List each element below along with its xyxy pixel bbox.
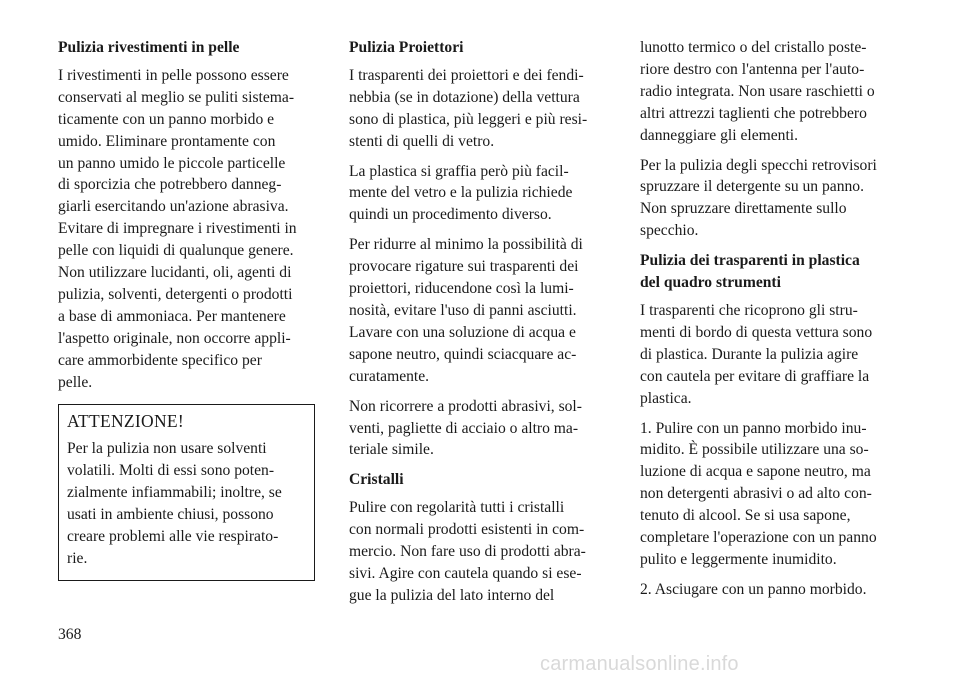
paragraph-headlights-3: Per ridurre al minimo la possibilità di provocare rigature sui trasparenti dei proiettori, riducendone così la lumi- nosità, evitare l'uso di panni asciutti. Lavare con una soluzione di acqua e sapone neutro, quindi sciacquare ac- curatamente. bbox=[349, 236, 583, 385]
paragraph-headlights-1: I trasparenti dei proiettori e dei fendi- nebbia (se in dotazione) della vettura sono di plastica, più leggeri e più resi- stenti di quelli di vetro. bbox=[349, 66, 588, 150]
section-heading-instrument-panel: Pulizia dei trasparenti in plastica del quadro strumenti bbox=[640, 252, 860, 292]
paragraph-leather-cleaning: I rivestimenti in pelle possono essere conservati al meglio se puliti sistema- ticamente con un panno morbido e umido. Eliminare prontamente con un panno umido le piccole particelle di sporcizia che potrebbero danneg- giarli esercitando un'azione abrasiva. Evitare di impregnare i rivestimenti in pelle con liquidi di qualunque genere. Non utilizzare lucidanti, oli, agenti di pulizia, solventi, detergenti o prodotti a base di ammoniaca. Per mantenere l'aspetto originale, non occorre appli- care ammorbidente specifico per pelle. bbox=[58, 66, 297, 391]
paragraph-mirrors: Per la pulizia degli specchi retrovisori spruzzare il detergente su un panno. Non spruzzare direttamente sullo specchio. bbox=[640, 156, 877, 240]
warning-title: ATTENZIONE! bbox=[67, 410, 185, 431]
section-heading-leather-cleaning: Pulizia rivestimenti in pelle bbox=[58, 39, 240, 56]
page-number: 368 bbox=[58, 626, 82, 643]
paragraph-instrument-panel: I trasparenti che ricoprono gli stru- menti di bordo di questa vettura sono di plastica. Durante la pulizia agire con cautela per evitare di graffiare la plastica. bbox=[640, 301, 873, 407]
paragraph-headlights-4: Non ricorrere a prodotti abrasivi, sol- venti, pagliette di acciaio o altro ma- teriale simile. bbox=[349, 397, 582, 459]
column-middle bbox=[349, 37, 607, 615]
list-item-step-1: 1. Pulire con un panno morbido inu- midito. È possibile utilizzare una so- luzione di acqua e sapone neutro, ma non detergenti abrasivi o ad alto con- tenuto di alcool. Se si usa sapone, completare l'operazione con un panno pulito e leggermente inumidito. bbox=[640, 419, 877, 568]
paragraph-headlights-2: La plastica si graffia però più facil- mente del vetro e la pulizia richiede quindi un procedimento diverso. bbox=[349, 162, 573, 224]
paragraph-windows-continued: lunotto termico o del cristallo poste- riore destro con l'antenna per l'auto- radio integrata. Non usare raschietti o altri attrezzi taglienti che potrebbero danneggiare gli elementi. bbox=[640, 39, 875, 144]
watermark: carmanualsonline.info bbox=[540, 653, 739, 675]
column-right bbox=[640, 37, 897, 609]
section-heading-headlights: Pulizia Proiettori bbox=[349, 39, 464, 56]
list-item-step-2: 2. Asciugare con un panno morbido. bbox=[640, 580, 867, 598]
warning-box bbox=[58, 404, 315, 581]
paragraph-windows: Pulire con regolarità tutti i cristalli con normali prodotti esistenti in com- mercio. Non fare uso di prodotti abra- sivi. Agire con cautela quando si ese- gue la pulizia del lato interno del bbox=[349, 499, 586, 604]
section-heading-windows: Cristalli bbox=[349, 471, 404, 489]
column-left bbox=[58, 37, 315, 581]
warning-text: Per la pulizia non usare solventi volatili. Molti di essi sono poten- zialmente infiammabili; inoltre, se usati in ambiente chiusi, possono creare problemi alle vie respirato- rie. bbox=[67, 440, 282, 567]
